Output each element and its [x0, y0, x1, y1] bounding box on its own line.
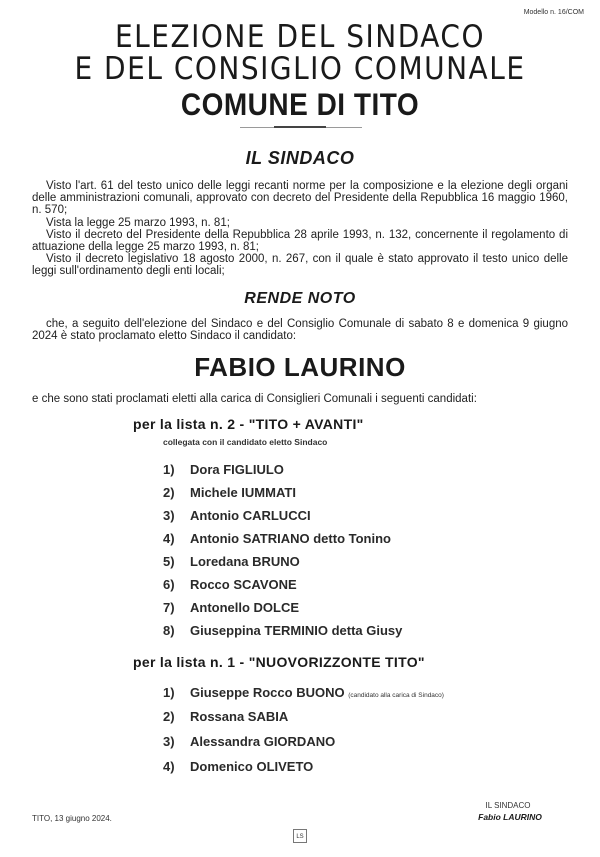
candidate-name: Dora FIGLIULO	[190, 462, 284, 477]
candidate-note: (candidato alla carica di Sindaco)	[348, 692, 444, 699]
candidate-number: 3)	[163, 734, 175, 749]
document-date: TITO, 13 giugno 2024.	[32, 814, 112, 823]
candidate-name: Antonello DOLCE	[190, 600, 300, 615]
comune-title: COMUNE DI TITO	[180, 87, 420, 122]
candidate-item	[163, 623, 402, 638]
candidate-number: 8)	[163, 623, 175, 638]
candidate-item	[163, 709, 288, 724]
list-1-heading: per la lista n. 1 - "NUOVORIZZONTE TITO"	[133, 654, 425, 670]
candidate-name: Rocco SCAVONE	[190, 577, 297, 592]
candidate-name: Domenico OLIVETO	[190, 759, 314, 774]
councillors-intro	[32, 393, 568, 405]
rende-noto-heading: RENDE NOTO	[244, 290, 356, 307]
councillors-intro-text: e che sono stati proclamati eletti alla carica di Consiglieri Comunali i seguenti candidati:	[32, 393, 477, 405]
candidate-name: Giuseppina TERMINIO detta Giusy	[190, 623, 403, 638]
visto-paragraph: Visto il decreto del Presidente della Repubblica 28 aprile 1993, n. 132, concernente il regolamento di attuazione della legge 25 marzo 1993, n. 81;	[32, 228, 568, 254]
candidate-item	[163, 577, 297, 592]
candidate-item	[163, 759, 313, 774]
candidate-number: 1)	[163, 685, 175, 700]
candidate-item	[163, 462, 284, 477]
printer-logo: LS	[293, 829, 307, 843]
candidate-item	[163, 685, 444, 700]
candidate-name: Alessandra GIORDANO	[190, 734, 336, 749]
title-line-1: ELEZIONE DEL SINDACO	[114, 18, 486, 55]
candidate-item	[163, 485, 296, 500]
list-2-subheading: collegata con il candidato eletto Sindaco	[163, 437, 328, 447]
signature-role: IL SINDACO	[485, 801, 531, 810]
candidate-number: 5)	[163, 554, 175, 569]
title-line-2: E DEL CONSIGLIO COMUNALE	[74, 50, 526, 87]
visto-paragraphs	[32, 180, 568, 278]
candidate-name: Loredana BRUNO	[190, 554, 300, 569]
signature-name: Fabio LAURINO	[478, 812, 542, 822]
candidate-name: Michele IUMMATI	[190, 485, 296, 500]
candidate-name: Giuseppe Rocco BUONO	[190, 685, 345, 700]
divider-accent	[274, 126, 326, 128]
candidate-name: Rossana SABIA	[190, 709, 289, 724]
candidate-item	[163, 508, 311, 523]
candidate-number: 1)	[163, 462, 175, 477]
elected-mayor-name: FABIO LAURINO	[194, 352, 406, 382]
candidate-number: 4)	[163, 759, 175, 774]
candidate-name: Antonio CARLUCCI	[190, 508, 311, 523]
candidate-item	[163, 600, 299, 615]
visto-paragraph: Vista la legge 25 marzo 1993, n. 81;	[46, 216, 230, 229]
candidate-number: 6)	[163, 577, 175, 592]
list-2-heading: per la lista n. 2 - "TITO + AVANTI"	[133, 416, 364, 432]
candidate-number: 3)	[163, 508, 175, 523]
candidate-item	[163, 554, 300, 569]
model-number: Modello n. 16/COM	[523, 9, 584, 16]
section-heading-sindaco: IL SINDACO	[245, 148, 355, 168]
candidate-item	[163, 734, 335, 749]
candidate-number: 2)	[163, 709, 175, 724]
visto-paragraph: Visto il decreto legislativo 18 agosto 2000, n. 267, con il quale è stato approvato il testo unico delle leggi sull'ordinamento degli enti locali;	[32, 253, 568, 278]
visto-paragraph: Visto l'art. 61 del testo unico delle leggi recanti norme per la composizione e la elezione degli organi delle amministrazioni comunali, approvato con decreto del Presidente della Repubblica 16 maggio 1960, n. 570;	[32, 180, 568, 217]
candidate-name: Antonio SATRIANO detto Tonino	[190, 531, 391, 546]
proclamation-text: che, a seguito dell'elezione del Sindaco e del Consiglio Comunale di sabato 8 e domenica 9 giugno 2024 è stato proclamato eletto Sindaco il candidato:	[32, 318, 568, 343]
proclamation-paragraph	[32, 318, 568, 342]
candidate-item	[163, 531, 391, 546]
candidate-number: 7)	[163, 600, 175, 615]
candidate-number: 2)	[163, 485, 175, 500]
candidate-number: 4)	[163, 531, 175, 546]
